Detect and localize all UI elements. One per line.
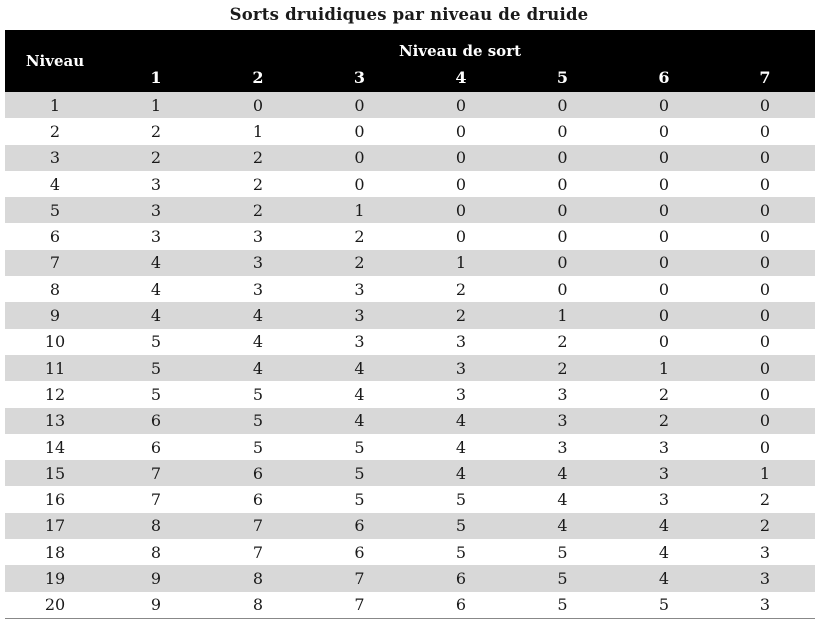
table-row [5, 223, 815, 249]
spell-count-cell: 0 [410, 197, 512, 223]
spell-count-cell: 7 [207, 539, 309, 565]
spell-count-cell: 5 [105, 355, 207, 381]
spell-count-cell: 3 [207, 250, 309, 276]
table-row [5, 171, 815, 197]
spell-count-cell: 4 [512, 460, 613, 486]
spell-count-cell: 0 [715, 197, 815, 223]
spell-count-cell: 3 [715, 539, 815, 565]
spell-count-cell: 4 [105, 302, 207, 328]
spell-count-cell: 4 [410, 460, 512, 486]
spell-count-cell: 3 [105, 197, 207, 223]
spell-count-cell: 3 [410, 355, 512, 381]
spell-count-cell: 0 [613, 197, 715, 223]
spell-count-cell: 7 [309, 565, 410, 591]
spell-count-cell: 6 [410, 592, 512, 619]
spell-count-cell: 0 [512, 171, 613, 197]
spell-count-cell: 7 [105, 486, 207, 512]
spell-count-cell: 4 [105, 250, 207, 276]
table-row [5, 250, 815, 276]
spell-count-cell: 7 [309, 592, 410, 619]
spell-count-cell: 2 [207, 171, 309, 197]
spell-count-cell: 0 [207, 92, 309, 118]
spell-count-cell: 6 [309, 539, 410, 565]
spell-count-cell: 3 [613, 486, 715, 512]
spell-count-cell: 0 [613, 223, 715, 249]
spell-count-cell: 3 [207, 223, 309, 249]
spell-count-cell: 5 [512, 592, 613, 619]
druid-level-cell: 9 [5, 302, 105, 328]
spell-count-cell: 9 [105, 592, 207, 619]
druid-level-cell: 2 [5, 118, 105, 144]
spell-count-cell: 6 [207, 460, 309, 486]
spell-count-cell: 0 [715, 302, 815, 328]
table-row [5, 118, 815, 144]
spell-count-cell: 3 [105, 171, 207, 197]
druid-level-cell: 15 [5, 460, 105, 486]
spell-count-cell: 4 [105, 276, 207, 302]
druid-level-cell: 1 [5, 92, 105, 118]
spell-count-cell: 4 [512, 486, 613, 512]
table-row [5, 381, 815, 407]
spell-count-cell: 2 [105, 118, 207, 144]
spell-count-cell: 0 [715, 355, 815, 381]
spell-count-cell: 0 [613, 276, 715, 302]
spell-count-cell: 2 [207, 145, 309, 171]
spell-count-cell: 1 [105, 92, 207, 118]
spell-count-cell: 8 [105, 513, 207, 539]
spell-count-cell: 0 [715, 92, 815, 118]
spell-count-cell: 0 [715, 381, 815, 407]
spell-count-cell: 2 [715, 486, 815, 512]
druid-level-cell: 17 [5, 513, 105, 539]
spell-count-cell: 5 [512, 565, 613, 591]
spell-count-cell: 0 [715, 118, 815, 144]
spell-count-cell: 0 [715, 276, 815, 302]
spell-count-cell: 0 [715, 171, 815, 197]
spell-count-cell: 0 [410, 145, 512, 171]
spell-count-cell: 0 [309, 171, 410, 197]
spell-count-cell: 3 [715, 592, 815, 619]
table-title: Sorts druidiques par niveau de druide [229, 5, 589, 24]
druid-level-cell: 8 [5, 276, 105, 302]
spell-count-cell: 2 [207, 197, 309, 223]
spell-count-cell: 0 [613, 250, 715, 276]
spell-count-cell: 0 [512, 145, 613, 171]
column-header-niveau: Niveau [5, 30, 105, 92]
spell-count-cell: 2 [410, 302, 512, 328]
column-header-spell-level-5: 5 [512, 62, 613, 92]
spell-count-cell: 0 [613, 118, 715, 144]
spell-count-cell: 5 [309, 460, 410, 486]
spell-count-cell: 2 [715, 513, 815, 539]
spell-count-cell: 2 [309, 250, 410, 276]
spells-table [5, 30, 815, 619]
column-group-header-niveau-de-sort: Niveau de sort [105, 30, 815, 62]
spell-count-cell: 2 [613, 408, 715, 434]
spell-count-cell: 5 [207, 408, 309, 434]
spell-count-cell: 0 [309, 145, 410, 171]
spell-count-cell: 4 [207, 302, 309, 328]
spell-count-cell: 0 [715, 223, 815, 249]
spell-count-cell: 0 [512, 250, 613, 276]
spell-count-cell: 6 [207, 486, 309, 512]
spell-count-cell: 0 [715, 250, 815, 276]
table-row [5, 408, 815, 434]
table-row [5, 92, 815, 118]
druid-level-cell: 6 [5, 223, 105, 249]
spell-count-cell: 0 [410, 92, 512, 118]
spell-count-cell: 7 [105, 460, 207, 486]
table-header [5, 30, 815, 92]
druid-level-cell: 7 [5, 250, 105, 276]
spell-count-cell: 6 [410, 565, 512, 591]
druid-level-cell: 20 [5, 592, 105, 619]
spell-count-cell: 3 [410, 329, 512, 355]
druid-level-cell: 16 [5, 486, 105, 512]
spell-count-cell: 8 [207, 592, 309, 619]
spell-count-cell: 3 [512, 434, 613, 460]
spell-count-cell: 2 [613, 381, 715, 407]
table-row [5, 329, 815, 355]
druid-level-cell: 4 [5, 171, 105, 197]
table-body [5, 92, 815, 618]
spell-count-cell: 1 [410, 250, 512, 276]
table-row [5, 434, 815, 460]
table-row [5, 276, 815, 302]
druid-level-cell: 5 [5, 197, 105, 223]
spell-count-cell: 5 [207, 434, 309, 460]
spell-count-cell: 0 [715, 329, 815, 355]
druid-level-cell: 18 [5, 539, 105, 565]
spell-count-cell: 0 [715, 145, 815, 171]
table-row [5, 302, 815, 328]
spell-count-cell: 4 [512, 513, 613, 539]
spell-count-cell: 4 [613, 539, 715, 565]
spell-count-cell: 0 [613, 145, 715, 171]
spell-count-cell: 6 [309, 513, 410, 539]
spell-count-cell: 5 [105, 329, 207, 355]
spell-count-cell: 0 [309, 118, 410, 144]
spell-count-cell: 3 [512, 408, 613, 434]
spell-count-cell: 4 [207, 355, 309, 381]
table-row [5, 513, 815, 539]
druid-level-cell: 3 [5, 145, 105, 171]
spell-count-cell: 3 [309, 302, 410, 328]
druid-level-cell: 12 [5, 381, 105, 407]
spell-count-cell: 4 [207, 329, 309, 355]
column-header-spell-level-6: 6 [613, 62, 715, 92]
spell-count-cell: 3 [207, 276, 309, 302]
druid-level-cell: 11 [5, 355, 105, 381]
spell-count-cell: 4 [410, 434, 512, 460]
spell-count-cell: 0 [512, 118, 613, 144]
spell-count-cell: 3 [105, 223, 207, 249]
spell-count-cell: 3 [613, 434, 715, 460]
spell-count-cell: 0 [613, 302, 715, 328]
spell-count-cell: 6 [105, 408, 207, 434]
column-header-spell-level-7: 7 [715, 62, 815, 92]
table-row [5, 539, 815, 565]
spell-count-cell: 0 [512, 197, 613, 223]
spell-count-cell: 8 [105, 539, 207, 565]
spell-count-cell: 6 [105, 434, 207, 460]
column-header-spell-level-4: 4 [410, 62, 512, 92]
spell-count-cell: 2 [309, 223, 410, 249]
spell-count-cell: 4 [309, 355, 410, 381]
spell-count-cell: 7 [207, 513, 309, 539]
spell-count-cell: 3 [512, 381, 613, 407]
column-header-spell-level-1: 1 [105, 62, 207, 92]
spell-count-cell: 4 [613, 565, 715, 591]
druid-level-cell: 19 [5, 565, 105, 591]
table-row [5, 592, 815, 619]
spell-count-cell: 0 [512, 276, 613, 302]
spell-count-cell: 3 [309, 276, 410, 302]
spell-count-cell: 0 [715, 434, 815, 460]
spell-count-cell: 1 [613, 355, 715, 381]
table-row [5, 197, 815, 223]
spell-count-cell: 0 [613, 329, 715, 355]
druid-level-cell: 14 [5, 434, 105, 460]
druid-level-cell: 10 [5, 329, 105, 355]
spell-count-cell: 5 [410, 513, 512, 539]
spell-count-cell: 3 [715, 565, 815, 591]
spell-count-cell: 1 [309, 197, 410, 223]
spell-count-cell: 2 [410, 276, 512, 302]
spell-count-cell: 0 [512, 223, 613, 249]
spell-count-cell: 5 [309, 434, 410, 460]
spell-count-cell: 5 [410, 539, 512, 565]
spell-count-cell: 0 [309, 92, 410, 118]
spell-count-cell: 4 [309, 381, 410, 407]
spell-count-cell: 0 [410, 171, 512, 197]
spell-count-cell: 1 [715, 460, 815, 486]
spell-count-cell: 5 [309, 486, 410, 512]
spell-count-cell: 9 [105, 565, 207, 591]
table-row [5, 565, 815, 591]
spell-count-cell: 2 [105, 145, 207, 171]
column-header-spell-level-3: 3 [309, 62, 410, 92]
spell-count-cell: 5 [410, 486, 512, 512]
spell-count-cell: 4 [613, 513, 715, 539]
spell-count-cell: 3 [309, 329, 410, 355]
spell-count-cell: 5 [207, 381, 309, 407]
spell-count-cell: 0 [512, 92, 613, 118]
spell-count-cell: 8 [207, 565, 309, 591]
spell-count-cell: 4 [309, 408, 410, 434]
table-row [5, 355, 815, 381]
spell-count-cell: 1 [207, 118, 309, 144]
table-row [5, 145, 815, 171]
column-header-spell-level-2: 2 [207, 62, 309, 92]
spell-count-cell: 0 [410, 223, 512, 249]
spell-count-cell: 0 [613, 171, 715, 197]
table-row [5, 486, 815, 512]
spell-count-cell: 1 [512, 302, 613, 328]
spell-count-cell: 3 [410, 381, 512, 407]
spell-count-cell: 5 [105, 381, 207, 407]
spell-count-cell: 0 [715, 408, 815, 434]
spell-count-cell: 5 [613, 592, 715, 619]
table-row [5, 460, 815, 486]
spell-count-cell: 2 [512, 355, 613, 381]
spell-count-cell: 0 [410, 118, 512, 144]
spell-count-cell: 4 [410, 408, 512, 434]
spell-count-cell: 2 [512, 329, 613, 355]
druid-level-cell: 13 [5, 408, 105, 434]
spell-count-cell: 3 [613, 460, 715, 486]
spell-count-cell: 5 [512, 539, 613, 565]
spell-count-cell: 0 [613, 92, 715, 118]
